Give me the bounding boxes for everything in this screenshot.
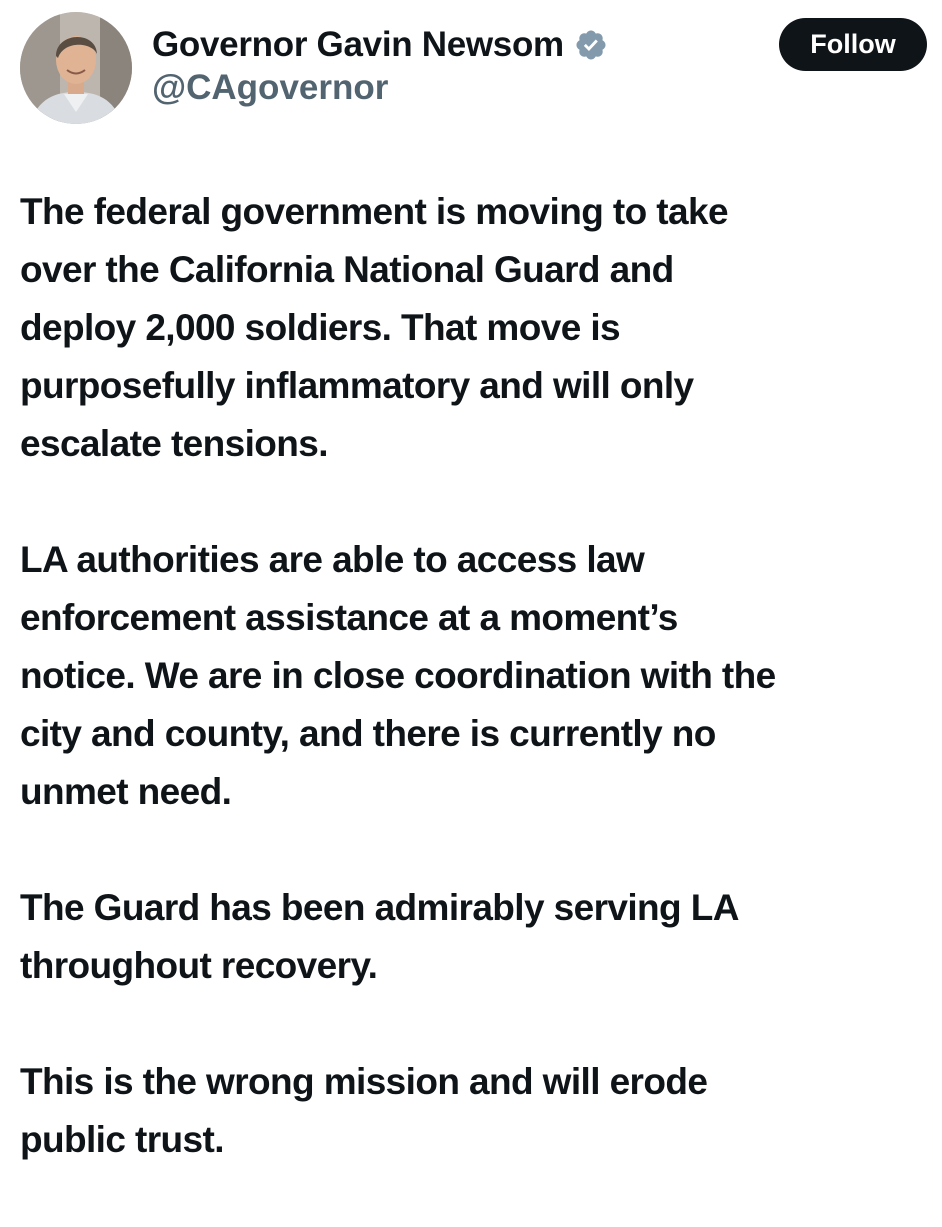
display-name[interactable]: Governor Gavin Newsom (152, 25, 564, 64)
tweet-header (0, 0, 942, 140)
profile-photo-icon (20, 12, 132, 124)
tweet-paragraph: The Guard has been admirably serving LA throughout recovery. (20, 887, 739, 986)
tweet-paragraph: This is the wrong mission and will erode public trust. (20, 1061, 708, 1160)
tweet-paragraph: The federal government is moving to take over the California National Guard and deploy 2,000 soldiers. That move is purposefully inflammatory and will only escalate tensions. (20, 191, 728, 464)
follow-button[interactable]: Follow (779, 18, 927, 71)
tweet-paragraph: LA authorities are able to access law enforcement assistance at a moment’s notice. We are in close coordination with the city and county, and there is currently no unmet need. (20, 539, 776, 812)
avatar[interactable] (20, 12, 132, 124)
tweet-text (20, 183, 935, 1227)
verified-badge-icon[interactable] (574, 28, 608, 62)
name-row (152, 20, 608, 70)
handle[interactable]: @CAgovernor (152, 68, 389, 107)
